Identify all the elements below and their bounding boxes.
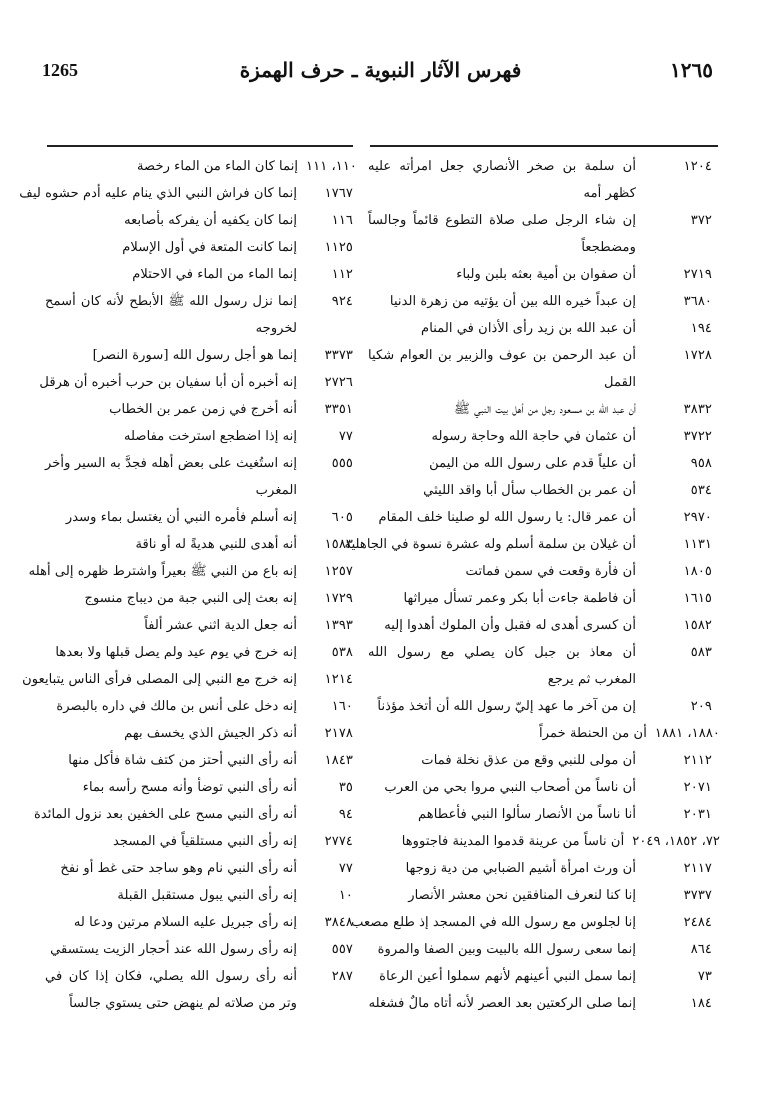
- entry-text: إنما سمل النبي أعينهم لأنهم سملوا أعين الرعاة: [379, 969, 636, 984]
- entry-text: إن من آخر ما عهد إليّ رسول الله أن أتخذ مؤذناً: [377, 699, 636, 714]
- entry-text: أن عبد الرحمن بن عوف والزبير بن العوام شكيا القمل: [368, 348, 636, 390]
- index-entry: [368, 450, 720, 477]
- entry-text: إنه استُغيث على بعض أهله فجدَّ به السير وأخر المغرب: [45, 456, 297, 498]
- index-entry: [368, 558, 720, 585]
- entry-page-number: ٢١١٢: [683, 753, 712, 768]
- entry-page-number: ١٨٠٥: [683, 564, 712, 579]
- entry-text: إنما صلى الركعتين بعد العصر لأنه أتاه مالٌ فشغله: [368, 996, 636, 1011]
- index-entry: [344, 531, 720, 558]
- entry-page-number: ٧٧: [338, 861, 353, 876]
- entry-text: إنه خرج مع النبي إلى المصلى فرأى الناس يتبايعون: [22, 672, 297, 687]
- entry-page-number: ٣٧٢٢: [683, 429, 712, 444]
- entry-page-number: ٩٤: [338, 807, 353, 822]
- index-entry: [33, 801, 357, 828]
- entry-text: إنه أسلم فأمره النبي أن يغتسل بماء وسدر: [65, 510, 297, 525]
- entry-text: أنه جعل الدية اثني عشر ألفاً: [144, 618, 297, 633]
- entry-page-number: ٢٤٨٤: [683, 915, 712, 930]
- entry-text: أن مولى للنبي وقع من عذق نخلة فمات: [421, 753, 636, 768]
- entry-text: إنه رأى جبريل عليه السلام مرتين ودعا له: [73, 915, 297, 930]
- page-number-arabic: ١٢٦٥: [670, 58, 713, 82]
- entry-text: إنه رأى النبي يبول مستقبل القبلة: [117, 888, 297, 903]
- entry-text: أن عمر بن الخطاب سأل أبا واقد الليثي: [423, 483, 636, 498]
- index-entry: [368, 288, 720, 315]
- entry-page-number: ١١٣١: [683, 537, 712, 552]
- entry-text: أن ناساً من عرينة قدموا المدينة فاجتووها: [401, 834, 625, 849]
- index-entry: [368, 504, 720, 531]
- index-entry: [368, 828, 720, 855]
- entry-text: إنه خرج في يوم عيد ولم يصل قبلها ولا بعدها: [55, 645, 297, 660]
- entry-text: إنا لجلوس مع رسول الله في المسجد إذ طلع مصعب: [351, 915, 636, 930]
- entry-page-number: ٩٢٤: [331, 294, 353, 309]
- index-entry: [368, 477, 720, 504]
- index-entry: [45, 504, 357, 531]
- entry-text: أن صفوان بن أمية بعثه بلبن ولباء: [456, 267, 636, 282]
- index-entry: [45, 423, 357, 450]
- index-entry: [368, 990, 720, 1017]
- entry-page-number: ٢٧٧٤: [324, 834, 353, 849]
- entry-text: إنما كان الماء من الماء رخصة: [136, 159, 299, 174]
- entry-text: إنا كنا لنعرف المنافقين نحن معشر الأنصار: [408, 888, 636, 903]
- index-entry: [45, 531, 357, 558]
- index-entry: [368, 153, 720, 207]
- entry-text: أن سلمة بن صخر الأنصاري جعل امرأته عليه كظهر أمه: [368, 159, 636, 201]
- index-entry: [45, 774, 357, 801]
- entry-text: إنه رأى النبي مستلقياً في المسجد: [113, 834, 297, 849]
- entry-text: إنما كان فراش النبي الذي ينام عليه أدم حشوه ليف: [19, 186, 297, 201]
- entry-text: إنه بعث إلى النبي جبة من ديباج منسوج: [84, 591, 297, 606]
- index-entry: [368, 720, 720, 747]
- index-entry: [19, 180, 357, 207]
- entry-page-number: ١٢١٤: [324, 672, 353, 687]
- entry-page-number: ٣٧٢: [690, 213, 712, 228]
- entry-page-number: ١٨٤: [690, 996, 712, 1011]
- entry-page-number: ٣٣٧٣: [324, 348, 353, 363]
- entry-page-number: ١٥٨٢: [683, 618, 712, 633]
- entry-page-number: ١٨٤٣: [324, 753, 353, 768]
- left-column-index: [19, 153, 357, 1017]
- entry-text: إنه باع من النبي ﷺ بعيراً واشترط ظهره إلى أهله: [28, 564, 297, 579]
- entry-page-number: ٥٣٨: [331, 645, 353, 660]
- index-entry: [368, 396, 720, 423]
- entry-page-number: ١٥٨٣: [324, 537, 353, 552]
- index-entry: [45, 342, 357, 369]
- entry-text: أن فاطمة جاءت أبا بكر وعمر تسأل ميراثها: [403, 591, 636, 606]
- entry-text: أن ناساً من أصحاب النبي مروا بحي من العرب: [384, 780, 636, 795]
- entry-page-number: ٥٥٧: [331, 942, 353, 957]
- entry-page-number: ٢٧١٩: [683, 267, 712, 282]
- entry-page-number: ٢٨٧: [331, 969, 353, 984]
- entry-page-number: ١٨٨٠، ١٨٨١: [654, 726, 720, 741]
- index-entry: [45, 936, 357, 963]
- entry-text: أن عبد الله بن زيد رأى الأذان في المنام: [421, 321, 636, 336]
- index-entry: [39, 369, 357, 396]
- index-entry: [368, 261, 720, 288]
- entry-text: أن غيلان بن سلمة أسلم وله عشرة نسوة في الجاهلية: [344, 537, 636, 552]
- entry-page-number: ٨٦٤: [690, 942, 712, 957]
- index-entry: [22, 666, 357, 693]
- entry-text: إنما الماء من الماء في الاحتلام: [132, 267, 297, 282]
- entry-page-number: ١٧٢٩: [324, 591, 353, 606]
- index-entry: [45, 693, 357, 720]
- index-entry: [28, 558, 357, 585]
- entry-page-number: ١٢٥٧: [324, 564, 353, 579]
- page-title: فهرس الآثار النبوية ـ حرف الهمزة: [239, 58, 522, 82]
- entry-page-number: ٧٧: [338, 429, 353, 444]
- index-entry: [45, 747, 357, 774]
- entry-text: أن فأرة وقعت في سمن فماتت: [465, 564, 636, 579]
- index-entry: [368, 855, 720, 882]
- index-entry: [45, 585, 357, 612]
- index-entry: [45, 450, 357, 504]
- entry-page-number: ٢١١٧: [683, 861, 712, 876]
- entry-page-number: ١٣٩٣: [324, 618, 353, 633]
- entry-page-number: ٣٨٤٨: [324, 915, 353, 930]
- entry-page-number: ١٦٠: [331, 699, 353, 714]
- entry-text: إنه رأى رسول الله عند أحجار الزيت يستسقي: [50, 942, 297, 957]
- entry-text: أن عمر قال: يا رسول الله لو صلينا خلف المقام: [378, 510, 636, 525]
- entry-page-number: ١١٦: [331, 213, 353, 228]
- entry-text: أن عبد الله بن مسعود رجل من أهل بيت النبي ﷺ: [454, 402, 636, 417]
- entry-text: أنه أخرج في زمن عمر بن الخطاب: [109, 402, 297, 417]
- index-entry: [368, 774, 720, 801]
- entry-page-number: ٣٥: [338, 780, 353, 795]
- entry-page-number: ٢٩٧٠: [683, 510, 712, 525]
- entry-text: أن عثمان في حاجة الله وحاجة رسوله: [431, 429, 636, 444]
- index-entry: [45, 855, 357, 882]
- entry-text: أنه رأى رسول الله يصلي، فكان إذا كان في وتر من صلاته لم ينهض حتى يستوي جالساً: [45, 969, 297, 1011]
- index-entry: [45, 612, 357, 639]
- entry-page-number: ٣٧٣٧: [683, 888, 712, 903]
- entry-text: أن علياً قدم على رسول الله من اليمن: [429, 456, 636, 471]
- index-entry: [45, 720, 357, 747]
- entry-page-number: ١٢٠٤: [683, 159, 712, 174]
- page-number-latin: 1265: [42, 60, 78, 80]
- index-entry: [45, 153, 357, 180]
- index-entry: [45, 963, 357, 1017]
- entry-text: أنه ذكر الجيش الذي يخسف بهم: [124, 726, 297, 741]
- entry-page-number: ٥٥٥: [331, 456, 353, 471]
- index-entry: [368, 342, 720, 396]
- index-entry: [45, 261, 357, 288]
- entry-text: أنه رأى النبي توضأ وأنه مسح رأسه بماء: [82, 780, 297, 795]
- entry-text: أنا ناساً من الأنصار سألوا النبي فأعطاهم: [418, 807, 636, 822]
- index-entry: [368, 612, 720, 639]
- entry-text: إن شاء الرجل صلى صلاة التطوع قائماً وجالساً ومضطجعاً: [368, 213, 636, 255]
- entry-page-number: ٣٣٥١: [324, 402, 353, 417]
- entry-page-number: ١٦١٥: [683, 591, 712, 606]
- index-entry: [45, 288, 357, 342]
- entry-page-number: ١١٢٥: [324, 240, 353, 255]
- entry-text: أنه رأى النبي نام وهو ساجد حتى غط أو نفخ: [60, 861, 297, 876]
- index-entry: [45, 828, 357, 855]
- index-entry: [368, 639, 720, 693]
- index-entry: [45, 207, 357, 234]
- entry-text: أن من الحنطة خمراً: [539, 726, 647, 741]
- index-entry: [368, 801, 720, 828]
- index-entry: [368, 936, 720, 963]
- entry-text: أن كسرى أهدى له فقبل وأن الملوك أهدوا إليه: [384, 618, 636, 633]
- index-entry: [368, 207, 720, 261]
- entry-page-number: ١١٠، ١١١: [306, 159, 357, 174]
- entry-page-number: ٢١٧٨: [324, 726, 353, 741]
- entry-page-number: ١٧٢٨: [683, 348, 712, 363]
- entry-text: إنما كان يكفيه أن يفركه بأصابعه: [124, 213, 297, 228]
- index-entry: [368, 963, 720, 990]
- entry-page-number: ٥٣٤: [690, 483, 712, 498]
- entry-text: أن ورث امرأة أشيم الضبابي من دية زوجها: [405, 861, 636, 876]
- index-entry: [368, 693, 720, 720]
- entry-page-number: ٣٦٨٠: [683, 294, 712, 309]
- entry-page-number: ٢٠٧١: [683, 780, 712, 795]
- entry-text: إنما كانت المتعة في أول الإسلام: [122, 240, 297, 255]
- right-column-rule: [370, 145, 718, 147]
- entry-text: إنه إذا اضطجع استرخت مفاصله: [123, 429, 297, 444]
- index-entry: [368, 585, 720, 612]
- entry-text: إنه أخبره أن أبا سفيان بن حرب أخبره أن هرقل: [39, 375, 297, 390]
- index-entry: [368, 423, 720, 450]
- entry-text: إن عبداً خيره الله بين أن يؤتيه من زهرة الدنيا: [389, 294, 636, 309]
- index-entry: [351, 909, 720, 936]
- entry-page-number: ٣٨٣٢: [683, 402, 712, 417]
- entry-page-number: ١٠: [338, 888, 353, 903]
- entry-text: إنما نزل رسول الله ﷺ الأبطح لأنه كان أسمح لخروجه: [45, 294, 297, 336]
- entry-page-number: ١٩٤: [690, 321, 712, 336]
- entry-text: أنه أهدى للنبي هديةً له أو ناقة: [135, 537, 297, 552]
- entry-text: أن معاذ بن جبل كان يصلي مع رسول الله المغرب ثم يرجع: [368, 645, 636, 687]
- entry-page-number: ٦٠٥: [331, 510, 353, 525]
- entry-text: إنه دخل على أنس بن مالك في داره بالبصرة: [56, 699, 297, 714]
- entry-text: أنه رأى النبي مسح على الخفين بعد نزول المائدة: [33, 807, 297, 822]
- index-entry: [45, 882, 357, 909]
- index-entry: [45, 396, 357, 423]
- index-entry: [45, 234, 357, 261]
- entry-page-number: ١١٢: [331, 267, 353, 282]
- left-column-rule: [47, 145, 353, 147]
- entry-page-number: ٩٥٨: [690, 456, 712, 471]
- entry-page-number: ٢٠٩: [690, 699, 712, 714]
- entry-page-number: ٥٨٣: [690, 645, 712, 660]
- entry-page-number: ٢٧٢٦: [324, 375, 353, 390]
- index-entry: [368, 882, 720, 909]
- entry-page-number: ٢٠٣١: [683, 807, 712, 822]
- entry-page-number: ٧٣: [697, 969, 712, 984]
- page-header: [0, 58, 761, 98]
- entry-text: إنما سعى رسول الله بالبيت وبين الصفا والمروة: [377, 942, 636, 957]
- entry-text: أنه رأى النبي أحتز من كتف شاة فأكل منها: [68, 753, 297, 768]
- entry-page-number: ١٧٦٧: [324, 186, 353, 201]
- entry-text: إنما هو أجل رسول الله [سورة النصر]: [92, 348, 297, 363]
- entry-page-number: ٧٢، ١٨٥٢، ٢٠٤٩: [632, 834, 720, 849]
- index-entry: [45, 639, 357, 666]
- index-entry: [368, 747, 720, 774]
- index-entry: [45, 909, 357, 936]
- index-entry: [368, 315, 720, 342]
